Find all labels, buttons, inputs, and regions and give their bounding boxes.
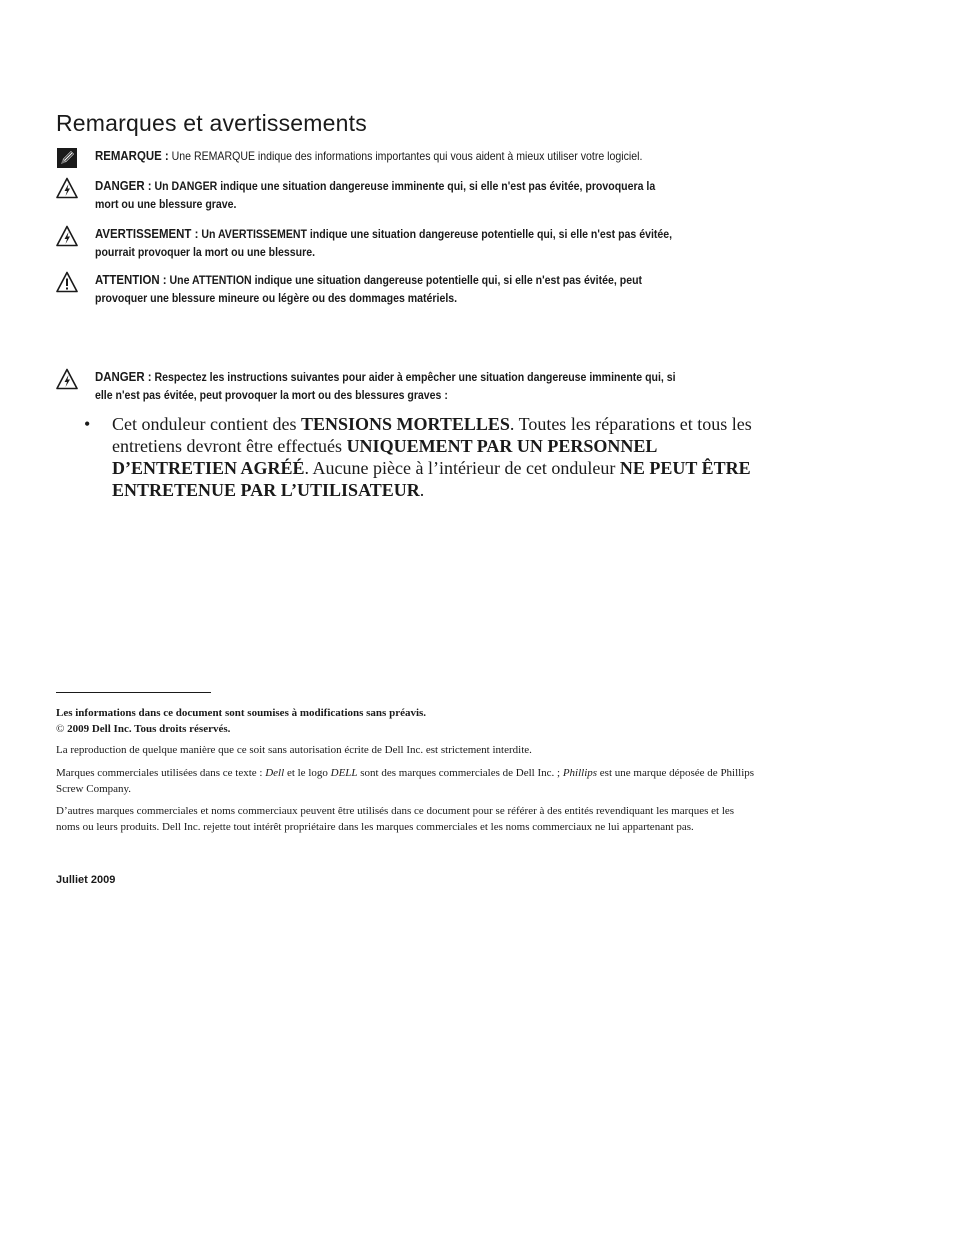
bullet-emphasis: UNIQUEMENT PAR UN PERSONNEL D’ENTRETIEN AGRÉÉ bbox=[112, 436, 657, 478]
publication-date: Julliet 2009 bbox=[56, 874, 116, 886]
info-notice bbox=[56, 706, 756, 737]
trademark-text: est une marque déposée de Phillips Screw Company. bbox=[56, 767, 755, 795]
notice-body: Un DANGER indique une situation dangereuse imminente qui, si elle n'est pas évitée, provoquera la mort ou une blessure grave. bbox=[95, 179, 656, 211]
trademark-text: et le logo bbox=[284, 767, 331, 779]
notice-body: Une REMARQUE indique des informations importantes qui vous aident à mieux utiliser votre logiciel. bbox=[168, 149, 643, 163]
notice-label: DANGER : bbox=[95, 178, 152, 193]
notice-text bbox=[95, 225, 676, 261]
bullet-text bbox=[112, 413, 762, 501]
bullet-emphasis: TENSIONS MORTELLES bbox=[300, 414, 510, 434]
bullet-text-part: . Toutes les réparations et tous les entretiens devront être effectués bbox=[112, 414, 752, 456]
other-trademarks-notice: D’autres marques commerciales et noms commerciaux peuvent être utilisés dans ce document pour se référer à des entités revendiquant les marques et les noms ou leurs produits. Dell Inc. rejette tout intérêt propriétaire dans les marques commerciales et les noms commerciaux ne lui appartenant pas. bbox=[56, 805, 735, 833]
bullet-text-part: . Aucune pièce à l’intérieur de cet onduleur bbox=[304, 458, 620, 478]
page-title: Remarques et avertissements bbox=[56, 110, 367, 136]
notice-body: Un AVERTISSEMENT indique une situation dangereuse potentielle qui, si elle n'est pas évitée, pourrait provoquer la mort ou une blessure. bbox=[95, 227, 673, 259]
trademark-text: Marques commerciales utilisées dans ce texte : bbox=[56, 767, 266, 779]
notice-text bbox=[95, 177, 676, 213]
notice-text bbox=[95, 147, 676, 165]
reproduction-notice: La reproduction de quelque manière que ce soit sans autorisation écrite de Dell Inc. est strictement interdite. bbox=[56, 744, 532, 756]
trademark-name: DELL bbox=[330, 767, 358, 779]
danger-triangle-icon bbox=[56, 368, 78, 390]
trademarks-notice bbox=[56, 766, 756, 797]
warning-triangle-icon bbox=[56, 225, 78, 247]
trademark-name: Dell bbox=[265, 767, 285, 779]
bullet-marker: • bbox=[84, 414, 91, 434]
note-pencil-icon bbox=[56, 147, 78, 169]
bullet-text-part: . bbox=[419, 480, 425, 500]
footnote-divider bbox=[56, 692, 211, 693]
danger-triangle-icon bbox=[56, 177, 78, 199]
copyright-symbol: © bbox=[56, 722, 65, 735]
notice-label: REMARQUE : bbox=[95, 148, 169, 163]
copyright-line: 2009 Dell Inc. Tous droits réservés. bbox=[64, 722, 231, 735]
notice-text bbox=[95, 271, 676, 307]
notice-label: AVERTISSEMENT : bbox=[95, 226, 199, 241]
notice-body: Une ATTENTION indique une situation dangereuse potentielle qui, si elle n'est pas évitée, peut provoquer une blessure mineure ou légère ou des dommages matériels. bbox=[95, 273, 643, 305]
bullet-emphasis: NE PEUT ÊTRE ENTRETENUE PAR L’UTILISATEUR bbox=[112, 458, 751, 500]
trademark-text: sont des marques commerciales de Dell Inc. ; bbox=[357, 767, 563, 779]
bullet-text-part: Cet onduleur contient des bbox=[112, 414, 301, 434]
notice-text bbox=[95, 368, 676, 404]
notice-label: DANGER : bbox=[95, 369, 152, 384]
notice-body: Respectez les instructions suivantes pour aider à empêcher une situation dangereuse imminente qui, si elle n'est pas évitée, peut provoquer la mort ou des blessures graves : bbox=[95, 370, 676, 402]
trademark-name: Phillips bbox=[562, 767, 598, 779]
notice-label: ATTENTION : bbox=[95, 272, 167, 287]
info-line: Les informations dans ce document sont soumises à modifications sans préavis. bbox=[56, 707, 427, 719]
caution-triangle-icon bbox=[56, 271, 78, 293]
